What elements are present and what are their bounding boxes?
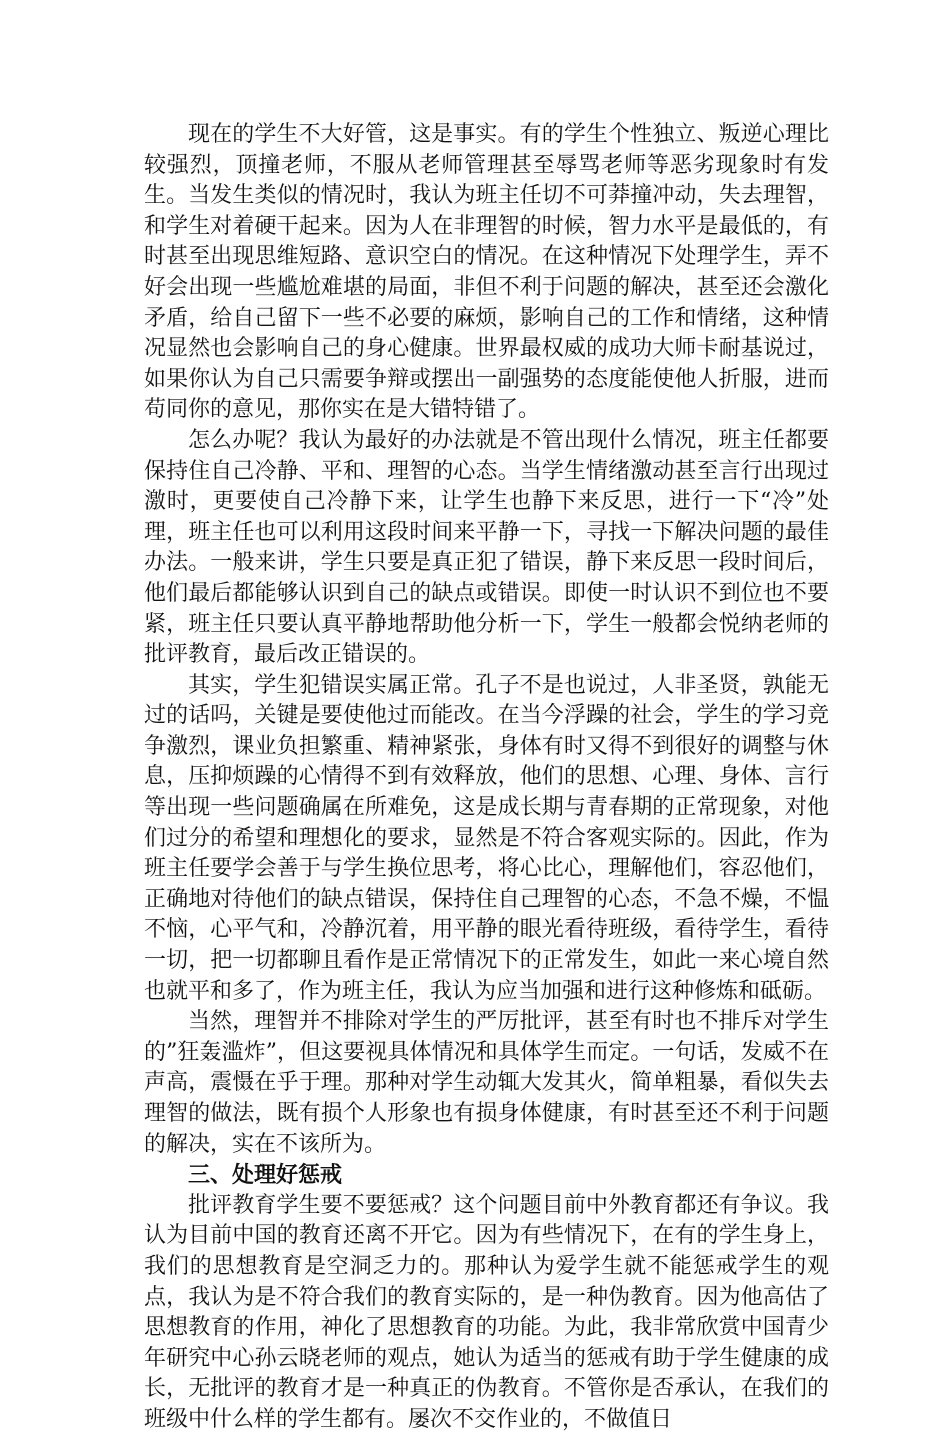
paragraph-4: 当然，理智并不排除对学生的严厉批评，甚至有时也不排斥对学生的”狂轰滥炸”，但这要视具体情况和具体学生而定。一句话，发威不在声高，震慑在乎于理。那种对学生动辄大发其火，简单粗暴，看似失去理智的做法，既有损个人形象也有损身体健康，有时甚至还不利于问题的解决，实在不该所为。 [144, 1009, 829, 1157]
paragraph-3: 其实，学生犯错误实属正常。孔子不是也说过，人非圣贤，孰能无过的话吗，关键是要使他过而能改。在当今浮躁的社会，学生的学习竞争激烈，课业负担繁重、精神紧张，身体有时又得不到很好的调整与休息，压抑烦躁的心情得不到有效释放，他们的思想、心理、身体、言行等出现一些问题确属在所难免，这是成长期与青春期的正常现象，对他们过分的希望和理想化的要求，显然是不符合客观实际的。因此，作为班主任要学会善于与学生换位思考，将心比心，理解他们，容忍他们，正确地对待他们的缺点错误，保持住自己理智的心态，不急不燥，不愠不恼，心平气和，冷静沉着，用平静的眼光看待班级，看待学生，看待一切，把一切都聊且看作是正常情况下的正常发生，如此一来心境自然也就平和多了，作为班主任，我认为应当加强和进行这种修炼和砥砺。 [144, 672, 829, 1004]
paragraph-5: 批评教育学生要不要惩戒？这个问题目前中外教育都还有争议。我认为目前中国的教育还离不开它。因为有些情况下，在有的学生身上，我们的思想教育是空洞乏力的。那种认为爱学生就不能惩戒学生的观点，我认为是不符合我们的教育实际的，是一种伪教育。因为他高估了思想教育的作用，神化了思想教育的功能。为此，我非常欣赏中国青少年研究中心孙云晓老师的观点，她认为适当的惩戒有助于学生健康的成长，无批评的教育才是一种真正的伪教育。不管你是否承认，在我们的班级中什么样的学生都有。屡次不交作业的，不做值日 [144, 1192, 829, 1432]
paragraph-2: 怎么办呢？我认为最好的办法就是不管出现什么情况，班主任都要保持住自己冷静、平和、理智的心态。当学生情绪激动甚至言行出现过激时，更要使自己冷静下来，让学生也静下来反思，进行一下“冷”处理，班主任也可以利用这段时间来平静一下，寻找一下解决问题的最佳办法。一般来讲，学生只要是真正犯了错误，静下来反思一段时间后，他们最后都能够认识到自己的缺点或错误。即使一时认识不到位也不要紧，班主任只要认真平静地帮助他分析一下，学生一般都会悦纳老师的批评教育，最后改正错误的。 [144, 427, 829, 668]
paragraph-1: 现在的学生不大好管，这是事实。有的学生个性独立、叛逆心理比较强烈，顶撞老师，不服从老师管理甚至辱骂老师等恶劣现象时有发生。当发生类似的情况时，我认为班主任切不可莽撞冲动，失去理智，和学生对着硬干起来。因为人在非理智的时候，智力水平是最低的，有时甚至出现思维短路、意识空白的情况。在这种情况下处理学生，弄不好会出现一些尴尬难堪的局面，非但不利于问题的解决，甚至还会激化矛盾，给自己留下一些不必要的麻烦，影响自己的工作和情绪，这种情况显然也会影响自己的身心健康。世界最权威的成功大师卡耐基说过，如果你认为自己只需要争辩或摆出一副强势的态度能使他人折服，进而苟同你的意见，那你实在是大错特错了。 [144, 122, 829, 423]
section-heading: 三、处理好惩戒 [188, 1162, 343, 1189]
document-body [144, 120, 829, 1436]
